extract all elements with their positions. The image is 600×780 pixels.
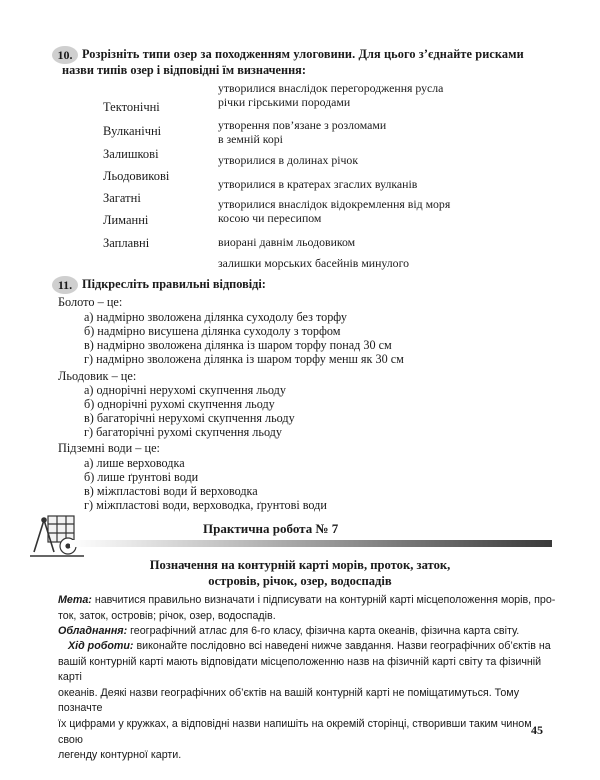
lake-type-tectonic: Тектонічні bbox=[103, 100, 160, 114]
lake-definition-5: утворилися внаслідок відокремлення від моря косою чи пересипом bbox=[218, 197, 451, 225]
task-11-number: 11. bbox=[52, 276, 78, 294]
task-10-instruction-line2: назви типів озер і відповідні їм визначення: bbox=[62, 63, 306, 77]
lake-type-volcanic: Вулканічні bbox=[103, 124, 162, 138]
lake-definition-3: утворилися в долинах річок bbox=[218, 153, 359, 167]
practical-work-instruments-icon bbox=[28, 512, 86, 558]
option-glacier-d[interactable]: г) багаторічні рухомі скупчення льоду bbox=[84, 425, 282, 439]
question-groundwater-title: Підземні води – це: bbox=[58, 441, 160, 455]
procedure-label: Хід роботи: bbox=[68, 640, 134, 652]
option-bog-a[interactable]: а) надмірно зволожена ділянка суходолу без торфу bbox=[84, 310, 347, 324]
option-bog-b[interactable]: б) надмірно висушена ділянка суходолу з торфом bbox=[84, 324, 341, 338]
option-groundwater-d[interactable]: г) міжпластові води, верховодка, ґрунтові води bbox=[84, 498, 327, 512]
lake-type-floodplain: Заплавні bbox=[103, 236, 150, 250]
question-glacier-title: Льодовик – це: bbox=[58, 369, 137, 383]
lake-type-dammed: Загатні bbox=[103, 191, 141, 205]
option-groundwater-b[interactable]: б) лише ґрунтові води bbox=[84, 470, 199, 484]
option-bog-d[interactable]: г) надмірно зволожена ділянка із шаром торфу менш як 30 см bbox=[84, 352, 404, 366]
option-bog-c[interactable]: в) надмірно зволожена ділянка із шаром торфу понад 30 см bbox=[84, 338, 392, 352]
lake-definition-2: утворення пов’язане з розломами в земній корі bbox=[218, 118, 387, 146]
page-number: 45 bbox=[531, 723, 543, 737]
practical-work-header: Практична робота № 7 bbox=[203, 521, 339, 536]
practical-work-title: Позначення на контурній карті морів, проток, заток, островів, річок, озер, водоспадів bbox=[149, 558, 451, 588]
option-groundwater-a[interactable]: а) лише верховодка bbox=[84, 456, 185, 470]
equipment-paragraph: Обладнання: географічний атлас для 6-го класу, фізична карта океанів, фізична карта світу. bbox=[58, 625, 520, 637]
lake-type-glacial: Льодовикові bbox=[103, 169, 170, 183]
option-groundwater-c[interactable]: в) міжпластові води й верховодка bbox=[84, 484, 258, 498]
option-glacier-a[interactable]: а) однорічні нерухомі скупчення льоду bbox=[84, 383, 286, 397]
procedure-paragraph: Хід роботи: виконайте послідовно всі наведені нижче завдання. Назви географічних об’єктів на вашій контурній карті мають відповідати місцеположенню назв на фізичній карті світу та фізичній карті океанів. Деякі назви географічних об’єктів на вашій контурній карті не поміщатимуться. Тому позначте їх цифрами у кружках, а відповідні назви напишіть на окремій сторінці, створивши таким чином свою легенду контурної карти. bbox=[58, 640, 551, 762]
lake-definition-4: утворилися в кратерах згаслих вулканів bbox=[218, 177, 418, 191]
header-gradient-bar bbox=[70, 540, 552, 547]
task-10-instruction-line1: Розрізніть типи озер за походженням улоговини. Для цього з’єднайте рисками bbox=[82, 47, 524, 61]
task-11-instruction: Підкресліть правильні відповіді: bbox=[82, 277, 266, 291]
lake-type-liman: Лиманні bbox=[103, 213, 149, 227]
lake-definition-1: утворилися внаслідок перегородження русла річки гірськими породами bbox=[218, 81, 444, 109]
option-glacier-c[interactable]: в) багаторічні нерухомі скупчення льоду bbox=[84, 411, 295, 425]
task-10-number: 10. bbox=[52, 46, 78, 64]
goal-paragraph: Мета: навчитися правильно визначати і підписувати на контурній карті місцеположення морів, про- ток, заток, островів; річок, озер, водоспадів. bbox=[58, 594, 556, 622]
equipment-label: Обладнання: bbox=[58, 625, 128, 637]
question-bog-title: Болото – це: bbox=[58, 295, 123, 309]
lake-type-relict: Залишкові bbox=[103, 147, 159, 161]
goal-label: Мета: bbox=[58, 594, 92, 606]
lake-definition-7: залишки морських басейнів минулого bbox=[218, 256, 410, 270]
option-glacier-b[interactable]: б) однорічні рухомі скупчення льоду bbox=[84, 397, 275, 411]
lake-definition-6: виорані давнім льодовиком bbox=[218, 235, 356, 249]
